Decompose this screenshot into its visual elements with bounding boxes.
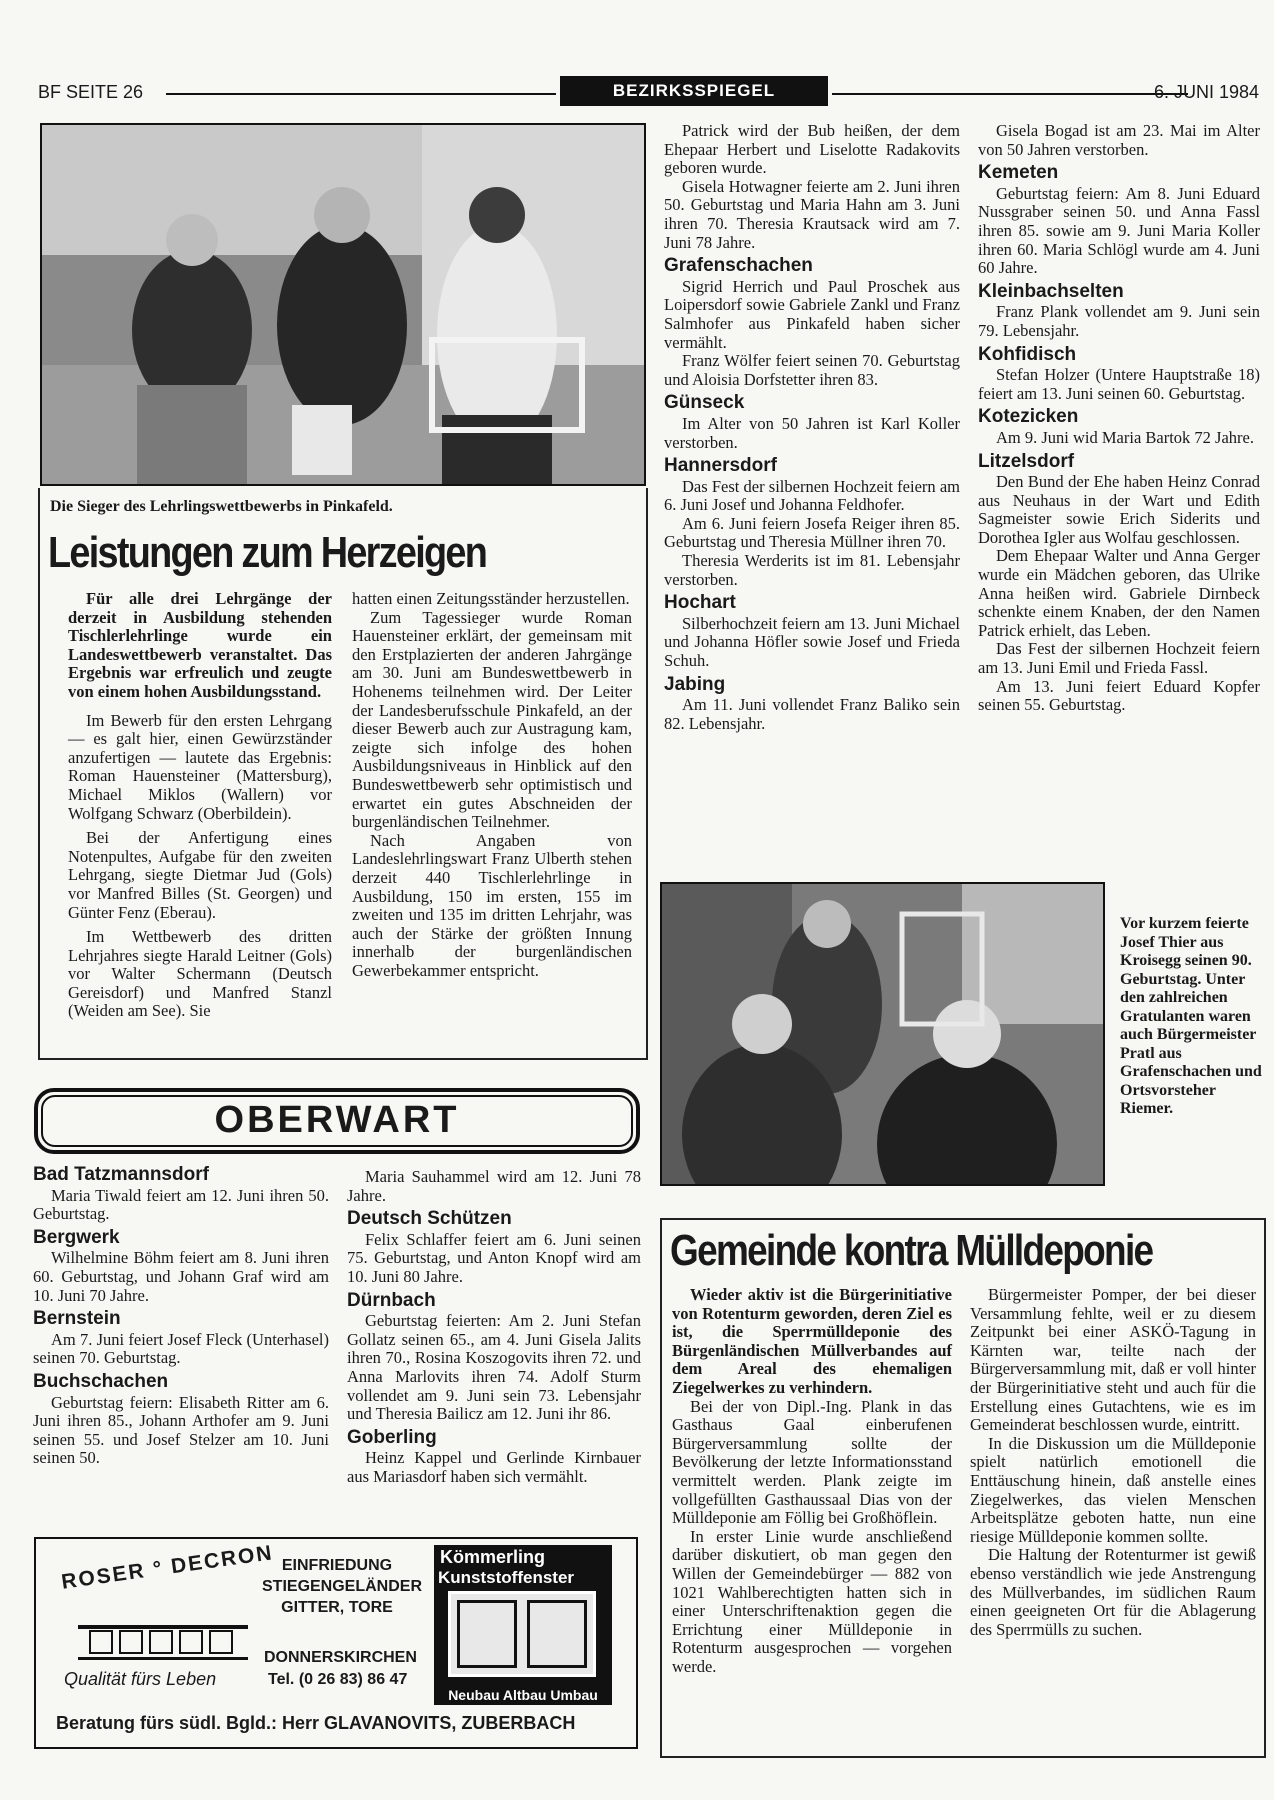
muell-paragraph: Bürgermeister Pomper, der bei dieser Versammlung fehlte, weil er zu diesem Zeitpunkt bei einer ASKÖ-Tagung in Kärnten war, teilte nach der Bürgerversammlung mit, daß er voll hinter der Bürgerinitiative steht und auch für die Erstellung eines Gutachtens, wie es im Gemeinderat beschlossen wurde, eintritt. xyxy=(970,1285,1256,1435)
town-heading: Bad Tatzmannsdorf xyxy=(33,1164,209,1185)
ad-town: DONNERSKIRCHEN xyxy=(264,1649,417,1666)
news-paragraph: Das Fest der silbernen Hochzeit feiern am 6. Juni Josef und Johanna Feldhofer. xyxy=(664,476,960,515)
town-heading: Bernstein xyxy=(33,1308,121,1330)
lead-photo-image xyxy=(42,125,644,484)
muell-column-2 xyxy=(970,1286,1256,1639)
town-heading: Bergwerk xyxy=(33,1226,120,1248)
ad-kommerling-box xyxy=(434,1545,612,1705)
town-heading: Litzelsdorf xyxy=(978,450,1075,472)
ad-window-frame-right xyxy=(527,1600,587,1668)
town-heading: Buchschachen xyxy=(33,1370,169,1392)
news-paragraph: Gisela Hotwagner feierte am 2. Juni ihren 50. Geburtstag und Maria Hahn am 3. Juni ihren 70. Theresia Krautsack wird am 7. Juni 78 Jahre. xyxy=(664,176,960,252)
news-paragraph: Dem Ehepaar Walter und Anna Gerger wurde ein Mädchen geboren, das Ulrike Anna heißen wird. Gabriele Dirnbeck schenkte einem Knaben, der den Namen Patrick erhielt, das Leben. xyxy=(978,546,1260,640)
lead-paragraph: Zum Tagessieger wurde Roman Hauensteiner erklärt, der gemeinsam mit den Erstplazierten der anderen Jahrgänge am 30. Juni am Bundeswettbewerb in Hohenems teilnehmen wird. Der Leiter der Landesberufsschule Pinkafeld, an der dieser Bewerb auch zur Austragung kam, zeigte sich infolge des hohen Ausbildungsniveaus in Hinblick auf den Bundeswettbewerb sehr optimistisch und erwartet ein gutes Abschneiden der burgenländischen Teilnehmer. xyxy=(352,607,632,832)
lead-paragraph: Im Wettbewerb des dritten Lehrjahres siegte Harald Leitner (Gols) vor Walter Schermann (Deutsch Gereisdorf) und Manfred Stanzl (Weiden am See). Sie xyxy=(68,927,332,1021)
news-paragraph: Am 11. Juni vollendet Franz Baliko sein 82. Lebensjahr. xyxy=(664,695,960,733)
ad-products xyxy=(262,1555,423,1618)
news-paragraph: Maria Sauhammel wird am 12. Juni 78 Jahre. xyxy=(347,1167,641,1205)
oberwart-column-2 xyxy=(347,1168,641,1487)
news-paragraph: Am 7. Juni feiert Josef Fleck (Unterhasel) seinen 70. Geburtstag. xyxy=(33,1329,329,1368)
oberwart-banner xyxy=(34,1088,640,1154)
news-paragraph: Silberhochzeit feiern am 13. Juni Michael und Johanna Höfler sowie Josef und Frieda Schuh. xyxy=(664,613,960,671)
muell-column-1 xyxy=(672,1286,952,1676)
news-paragraph: Im Alter von 50 Jahren ist Karl Koller verstorben. xyxy=(664,413,960,452)
lead-paragraph: hatten einen Zeitungsständer herzustellen. xyxy=(352,589,630,608)
ad-brand: ROSER ° DECRON xyxy=(60,1541,275,1594)
news-paragraph: Wilhelmine Böhm feiert am 8. Juni ihren 60. Geburtstag, und Johann Graf wird am 10. Juni 70 Jahre. xyxy=(33,1248,329,1305)
news-paragraph: Stefan Holzer (Untere Hauptstraße 18) feiert am 13. Juni seinen 60. Geburtstag. xyxy=(978,365,1260,403)
issue-date: 6. JUNI 1984 xyxy=(1154,82,1260,102)
page-header xyxy=(38,80,1270,110)
oberwart-banner-title: OBERWART xyxy=(214,1099,460,1141)
lead-column-1 xyxy=(68,590,332,1021)
lead-paragraph: Bei der Anfertigung eines Notenpultes, Aufgabe für den zweiten Lehrgang, siegte Dietmar Jud (Gols) vor Manfred Billes (St. Georgen) und Günter Fenz (Eberau). xyxy=(68,828,332,922)
news-paragraph: Gisela Bogad ist am 23. Mai im Alter von 50 Jahren verstorben. xyxy=(978,121,1260,159)
muell-paragraph: Bei der von Dipl.-Ing. Plank in das Gasthaus Gaal einberufenen Bürgerversammlung sollte der Bevölkerung der letzte Informationsstand vermittelt werden. Plank zeigte im vollgefüllten Gasthaussaal Dias von der Mülldeponie am Föllig bei Großhöflein. xyxy=(672,1396,952,1528)
news-column-4 xyxy=(978,122,1260,715)
section-label: BEZIRKSSPIEGEL xyxy=(560,76,828,106)
town-heading: Goberling xyxy=(347,1426,437,1448)
ad-product-item: GITTER, TORE xyxy=(281,1599,393,1616)
lead-paragraph: Nach Angaben von Landeslehrlingswart Franz Ulberth stehen derzeit 440 Tischlerlehrlinge in Ausbildung, 150 im ersten, 155 im zweiten und 135 im dritten Lehrjahr, was auch der Stärke der größten Innung innerhalb der burgenländischen Gewerbekammer entspricht. xyxy=(352,830,632,980)
town-heading: Günseck xyxy=(664,392,745,414)
town-heading: Grafenschachen xyxy=(664,255,813,277)
news-paragraph: Patrick wird der Bub heißen, der dem Ehepaar Herbert und Liselotte Radakovits geboren wurde. xyxy=(664,121,960,178)
news-paragraph: Das Fest der silbernen Hochzeit feiern am 13. Juni Emil und Frieda Fassl. xyxy=(978,639,1260,678)
town-heading: Kemeten xyxy=(978,162,1059,184)
ad-kommerling-name: Kömmerling xyxy=(440,1547,546,1567)
news-paragraph: Geburtstag feiern: Am 8. Juni Eduard Nussgraber seinen 50. und Anna Fassl ihren 85. sowie am 9. Juni Maria Koller ihren 60. Maria Schlögl wurde am 4. Juni 60 Jahre. xyxy=(978,183,1260,278)
news-paragraph: Maria Tiwald feiert am 12. Juni ihren 50. Geburtstag. xyxy=(33,1185,329,1224)
lead-intro: Für alle drei Lehrgänge der derzeit in Ausbildung stehenden Tischlerlehrlinge wurde ein Landeswettbewerb veranstaltet. Das Ergebnis war erfreulich und zeugte von einem hohen Ausbildungsstand. xyxy=(68,589,332,701)
ad-footer: Beratung fürs südl. Bgld.: Herr GLAVANOVITS, ZUBERBACH xyxy=(56,1713,576,1733)
news-paragraph: Geburtstag feierten: Am 2. Juni Stefan Gollatz seinen 65., am 4. Juni Gisela Jalits ihren 70., Rosina Koszogovits ihren 72. und Anna Marlovits ihren 74. Adolf Sturm vollendet am 9. Juni sein 73. Lebensjahr und Theresia Bailicz am 12. Juni ihr 86. xyxy=(347,1311,641,1424)
news-paragraph: Geburtstag feiern: Elisabeth Ritter am 6. Juni ihren 85., Johann Arthofer am 9. Juni seinen 55. und Josef Stelzer am 10. Juni seinen 50. xyxy=(33,1392,329,1468)
ad-window-graphic xyxy=(448,1591,596,1677)
town-heading: Jabing xyxy=(664,673,726,695)
muell-paragraph: In die Diskussion um die Mülldeponie spielt natürlich emotionell die Enttäuschung hinein, daß anstelle eines Ziegelwerkes, das vielen Menschen Arbeitsplätze geboten hatte, nun eine riesige Mülldeponie kommen sollte. xyxy=(970,1433,1256,1546)
ad-kommerling-tagline: Neubau Altbau Umbau xyxy=(448,1687,598,1703)
muell-paragraph: Die Haltung der Rotenturmer ist gewiß ebenso verständlich wie jede Anstrengung des Müllverbandes, im südlichen Raum einen geeigneten Ort für die Ablagerung des Sperrmülls zu suchen. xyxy=(970,1545,1256,1639)
ad-fence-graphic xyxy=(76,1617,252,1665)
news-paragraph: Sigrid Herrich und Paul Proschek aus Loipersdorf sowie Gabriele Zankl und Franz Salmhofer aus Pinkafeld haben sicher vermählt. xyxy=(664,276,960,352)
news-paragraph: Am 6. Juni feiern Josefa Reiger ihren 85. Geburtstag und Theresia Müllner ihren 70. xyxy=(664,513,960,552)
birthday-photo-image xyxy=(662,884,1103,1184)
town-heading: Hannersdorf xyxy=(664,455,777,477)
ad-product-item: STIEGENGELÄNDER xyxy=(262,1578,423,1595)
lead-photo-caption: Die Sieger des Lehrlingswettbewerbs in Pinkafeld. xyxy=(50,498,393,515)
news-paragraph: Am 9. Juni wid Maria Bartok 72 Jahre. xyxy=(996,427,1254,447)
ad-product-item: EINFRIEDUNG xyxy=(281,1557,393,1574)
ad-phone: Tel. (0 26 83) 86 47 xyxy=(268,1671,408,1688)
town-heading: Deutsch Schützen xyxy=(347,1208,512,1230)
header-rule-left xyxy=(166,93,556,95)
news-paragraph: Theresia Werderits ist im 81. Lebensjahr verstorben. xyxy=(664,551,960,589)
news-paragraph: Franz Wölfer feiert seinen 70. Geburtstag und Aloisia Dorfstetter ihren 83. xyxy=(664,351,960,389)
page-number: BF SEITE 26 xyxy=(38,82,144,102)
ad-kommerling-product: Kunststoffenster xyxy=(438,1568,575,1587)
news-paragraph: Felix Schlaffer feiert am 6. Juni seinen 75. Geburtstag, und Anton Knopf wird am 10. Juni 80 Jahre. xyxy=(347,1229,641,1286)
town-heading: Dürnbach xyxy=(347,1289,436,1311)
muell-intro: Wieder aktiv ist die Bürgerinitiative von Rotenturm geworden, deren Ziel es ist, die Sperrmülldeponie des Bürgenländischen Müllverbandes auf dem Areal des ehemaligen Ziegelwerkes zu verhindern. xyxy=(672,1285,952,1397)
town-heading: Kohfidisch xyxy=(978,343,1077,365)
muell-paragraph: In erster Linie wurde anschließend darüber diskutiert, ob man gegen den Willen der Gemeindebürger — 882 von 1021 Wahlberechtigten hatten sich in einer Unterschriftenaktion gegen die Errichtung einer Mülldeponie in Rotenturm ausgesprochen — vorgehen werde. xyxy=(672,1526,952,1676)
news-paragraph: Am 13. Juni feiert Eduard Kopfer seinen 55. Geburtstag. xyxy=(978,676,1260,715)
muell-headline: Gemeinde kontra Mülldeponie xyxy=(670,1226,1153,1275)
header-rule-right xyxy=(832,93,1188,95)
birthday-photo xyxy=(660,882,1105,1186)
town-heading: Kleinbachselten xyxy=(978,280,1124,302)
ad-window-frame-left xyxy=(457,1600,517,1668)
lead-column-2 xyxy=(352,590,632,980)
town-heading: Hochart xyxy=(664,592,736,614)
news-column-3 xyxy=(664,122,960,733)
town-heading: Kotezicken xyxy=(978,406,1079,428)
news-paragraph: Den Bund der Ehe haben Heinz Conrad aus Neuhaus in der Wart und Edith Sagmeister sowie Erich Siderits und Dorothea Igler aus Wolfau geschlossen. xyxy=(978,472,1260,547)
advertisement xyxy=(34,1537,638,1749)
birthday-photo-caption: Vor kurzem feierte Josef Thier aus Kroisegg seinen 90. Geburtstag. Unter den zahlreichen Gratulanten waren auch Bürgermeister Pratl aus Grafenschachen und Ortsvorsteher Riemer. xyxy=(1120,915,1262,1117)
lead-headline: Leistungen zum Herzeigen xyxy=(48,528,487,577)
news-paragraph: Franz Plank vollendet am 9. Juni sein 79. Lebensjahr. xyxy=(978,302,1260,340)
oberwart-column-1 xyxy=(33,1166,329,1468)
news-paragraph: Heinz Kappel und Gerlinde Kirnbauer aus Mariasdorf haben sich vermählt. xyxy=(347,1448,641,1486)
ad-slogan: Qualität fürs Leben xyxy=(64,1669,217,1689)
lead-photo xyxy=(40,123,646,486)
lead-paragraph: Im Bewerb für den ersten Lehrgang — es galt hier, einen Gewürzständer anzufertigen — lautete das Ergebnis: Roman Hauensteiner (Mattersburg), Michael Miklos (Wallern) vor Wolfgang Schwarz (Oberbildein). xyxy=(68,710,332,823)
